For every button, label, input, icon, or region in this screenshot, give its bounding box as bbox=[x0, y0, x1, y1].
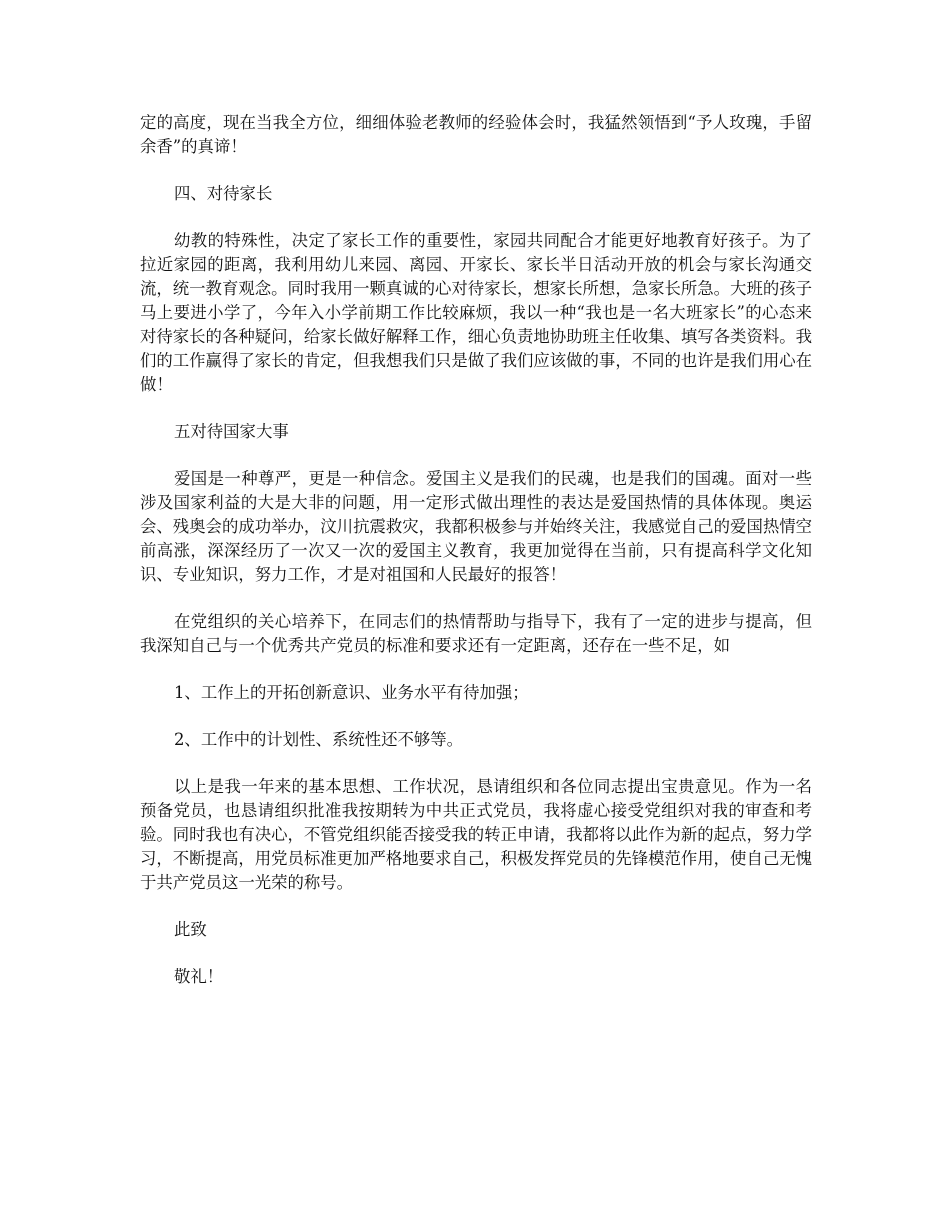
paragraph-continued-text: 定的高度，现在当我全方位，细细体验老教师的经验体会时，我猛然领悟到“予人玫瑰，手留余香”的真谛！ bbox=[140, 113, 812, 156]
section-heading-parents: 四、对待家长 bbox=[174, 184, 273, 203]
closing-regards: 敬礼！ bbox=[174, 967, 224, 986]
paragraph-parents: 幼教的特殊性，决定了家长工作的重要性，家园共同配合才能更好地教育好孩子。为了拉近家园的距离，我利用幼儿来园、离园、开家长、家长半日活动开放的机会与家长沟通交流，统一教育观念。同时我用一颗真诚的心对待家长，想家长所想，急家长所急。大班的孩子马上要进小学了，今年入小学前期工作比较麻烦，我以一种“我也是一名大班家长”的心态来对待家长的各种疑问，给家长做好解释工作，细心负责地协助班主任收集、填写各类资料。我们的工作赢得了家长的肯定，但我想我们只是做了我们应该做的事，不同的也许是我们用心在做！ bbox=[140, 231, 813, 394]
section-heading-national-affairs: 五对待国家大事 bbox=[174, 422, 289, 441]
paragraph-conclusion: 以上是我一年来的基本思想、工作状况，恳请组织和各位同志提出宝贵意见。作为一名预备党员，也恳请组织批准我按期转为中共正式党员，我将虚心接受党组织对我的审查和考验。同时我也有决心，不管党组织能否接受我的转正申请，我都将以此作为新的起点，努力学习，不断提高，用党员标准更加严格地要求自己，积极发挥党员的先锋模范作用，使自己无愧于共产党员这一光荣的称号。 bbox=[140, 777, 813, 892]
list-item-shortcoming-1: 1、工作上的开拓创新意识、业务水平有待加强； bbox=[174, 683, 529, 702]
paragraph-patriotism: 爱国是一种尊严，更是一种信念。爱国主义是我们的民魂，也是我们的国魂。面对一些涉及国家利益的大是大非的问题，用一定形式做出理性的表达是爱国热情的具体体现。奥运会、残奥会的成功举办，汶川抗震救灾，我都积极参与并始终关注，我感觉自己的爱国热情空前高涨，深深经历了一次又一次的爱国主义教育，我更加觉得在当前，只有提高科学文化知识、专业知识，努力工作，才是对祖国和人民最好的报答！ bbox=[140, 469, 813, 584]
list-item-shortcoming-2: 2、工作中的计划性、系统性还不够等。 bbox=[174, 730, 464, 749]
closing-salutation: 此致 bbox=[174, 920, 207, 939]
paragraph-shortcomings-intro: 在党组织的关心培养下，在同志们的热情帮助与指导下，我有了一定的进步与提高，但我深知自己与一个优秀共产党员的标准和要求还有一定距离，还存在一些不足，如 bbox=[140, 612, 812, 655]
document-body bbox=[140, 111, 812, 1012]
